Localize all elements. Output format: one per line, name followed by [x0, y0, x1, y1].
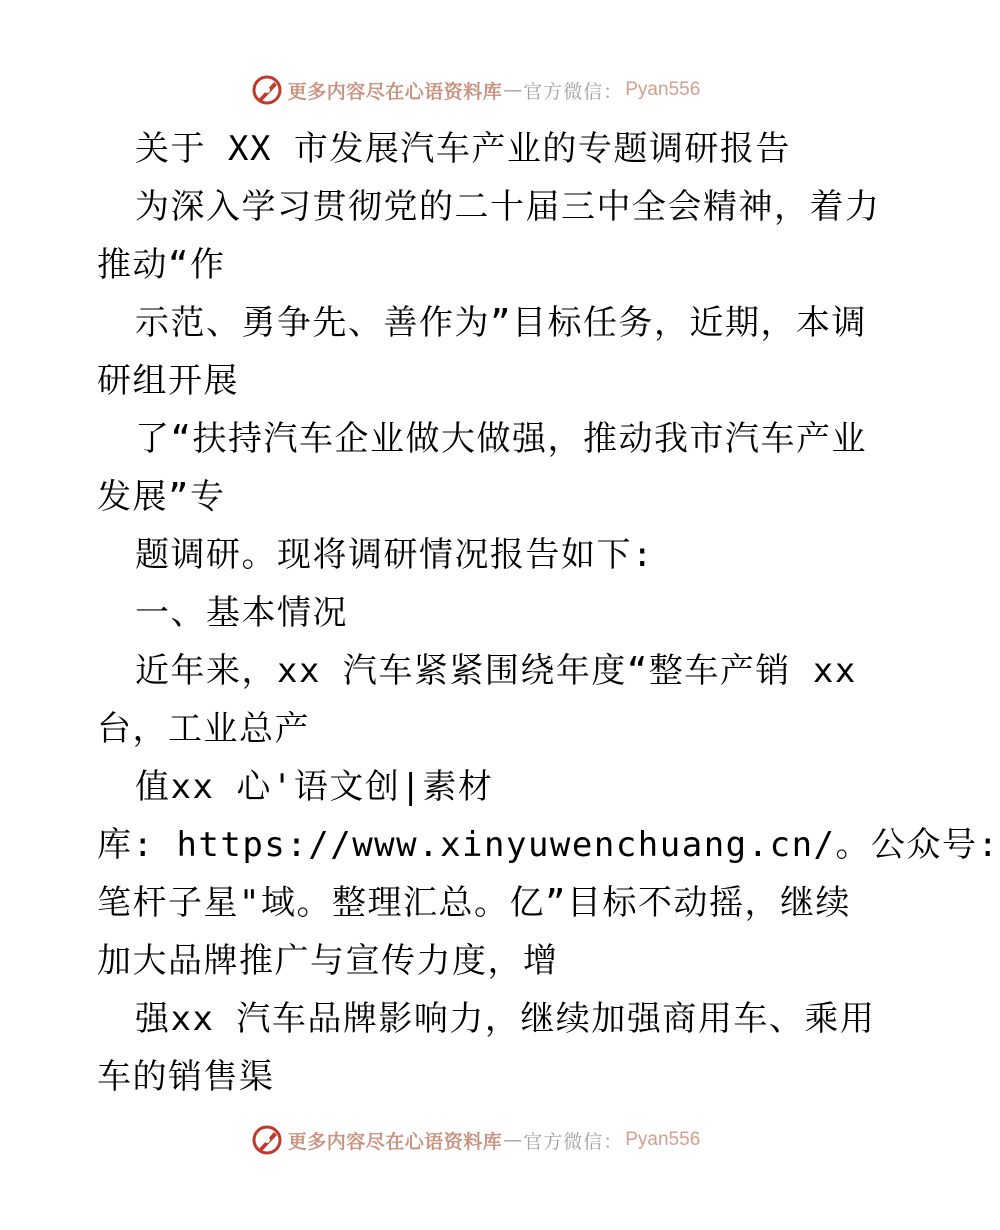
watermark-header [0, 70, 950, 110]
text-line: 值xx 心'语文创|素材 [135, 767, 494, 807]
watermark-wechat-label: 官方微信： [523, 80, 624, 103]
document-title: 关于 XX 市发展汽车产业的专题调研报告 [135, 129, 791, 169]
text-line: 车的销售渠 [97, 1057, 275, 1097]
text-line: 笔杆子星"域。整理汇总。亿”目标不动摇，继续 [97, 883, 851, 923]
text-line: 强xx 汽车品牌影响力，继续加强商用车、乘用 [135, 999, 876, 1039]
text-line: 近年来，xx 汽车紧紧围绕年度“整车产销 xx [135, 651, 857, 691]
watermark-text: 更多内容尽在心语资料库 [287, 1130, 503, 1153]
watermark-dash: — [503, 79, 523, 101]
text-line: 了“扶持汽车企业做大做强，推动我市汽车产业 [135, 419, 867, 459]
watermark-dash: — [503, 1129, 523, 1151]
text-line: 台，工业总产 [97, 709, 310, 749]
text-line: 为深入学习贯彻党的二十届三中全会精神，着力 [135, 187, 881, 227]
watermark-text: 更多内容尽在心语资料库 [287, 80, 503, 103]
text-line: 加大品牌推广与宣传力度，增 [97, 941, 559, 981]
watermark-wechat-id: Pyan556 [625, 79, 701, 100]
text-line: 库: https://www.xinyuwenchuang.cn/。公众号: [97, 825, 1000, 865]
document-body [97, 120, 1000, 1106]
watermark-wechat-label: 官方微信： [523, 1130, 624, 1153]
text-line: 研组开展 [97, 361, 239, 401]
text-line: 推动“作 [97, 245, 226, 285]
watermark-footer [0, 1120, 950, 1160]
text-line: 题调研。现将调研情况报告如下: [135, 535, 654, 575]
text-line: 发展”专 [97, 477, 226, 517]
text-line: 示范、勇争先、善作为”目标任务，近期，本调 [135, 303, 867, 343]
watermark-wechat-id: Pyan556 [625, 1129, 701, 1150]
section-heading: 一、基本情况 [135, 593, 348, 633]
pen-logo-icon [250, 1123, 284, 1157]
pen-logo-icon [250, 73, 284, 107]
